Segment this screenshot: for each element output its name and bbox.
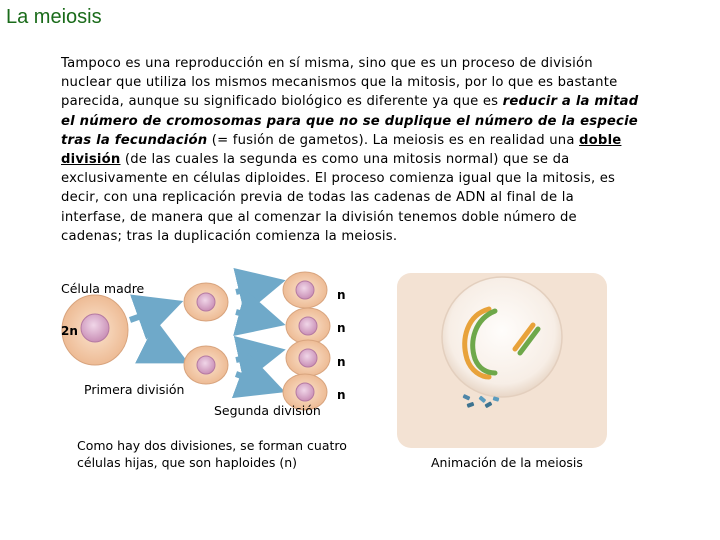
mother-cell-label: Célula madre (61, 281, 145, 296)
intermediate-cell-upper (184, 283, 228, 321)
arrow-second-division-3 (236, 352, 274, 360)
animation-label: Animación de la meiosis (431, 455, 583, 470)
paragraph-emphasis-2: doble división (61, 132, 622, 168)
ploidy-n-label-1: n (337, 288, 346, 302)
arrow-second-division-1 (236, 283, 274, 292)
meiosis-animation[interactable] (397, 273, 607, 448)
arrow-second-division-4 (236, 374, 274, 388)
diagram-caption: Como hay dos divisiones, se forman cuatro células hijas, que son haploides (n) (77, 438, 347, 470)
ploidy-n-label-2: n (337, 321, 346, 335)
arrow-first-division-upper (130, 305, 172, 320)
daughter-cell-3 (286, 340, 330, 376)
intermediate-cell-lower (184, 346, 228, 384)
paragraph-text-1: Tampoco es una reproducción en sí misma, sino que es un proceso de división nuclear que utiliza los mismos mecanismos que la mitosis, por lo que es bastante parecida, aunque su significado biológico es diferente ya que es (61, 56, 618, 110)
arrow-first-division-lower (148, 343, 178, 358)
arrow-second-division-2 (236, 312, 274, 322)
daughter-cell-1 (283, 272, 327, 308)
ploidy-n-label-4: n (337, 388, 346, 402)
ploidy-2n-label: 2n (61, 324, 78, 338)
animation-frame (397, 273, 607, 448)
paragraph-emphasis-1: reducir a la mitad el número de cromosomas para que no se duplique el número de la especie tras la fecundación (61, 94, 639, 148)
ploidy-n-label-3: n (337, 355, 346, 369)
nucleus-shape (442, 277, 562, 397)
second-division-label: Segunda división (214, 403, 321, 418)
daughter-cell-2 (286, 308, 330, 344)
paragraph-text-3: (de las cuales la segunda es como una mitosis normal) que se da exclusivamente en células diploides. El proceso comienza igual que la mitosis, es decir, con una replicación previa de todas las cadenas de ADN al final de la interfase, de manera que al comenzar la división tenemos doble número de cadenas; tras la duplicación comienza la meiosis. (61, 152, 616, 244)
paragraph-text-2: (= fusión de gametos). La meiosis es en realidad una (207, 132, 580, 148)
page-title: La meiosis (6, 6, 102, 28)
first-division-label: Primera división (84, 382, 185, 397)
